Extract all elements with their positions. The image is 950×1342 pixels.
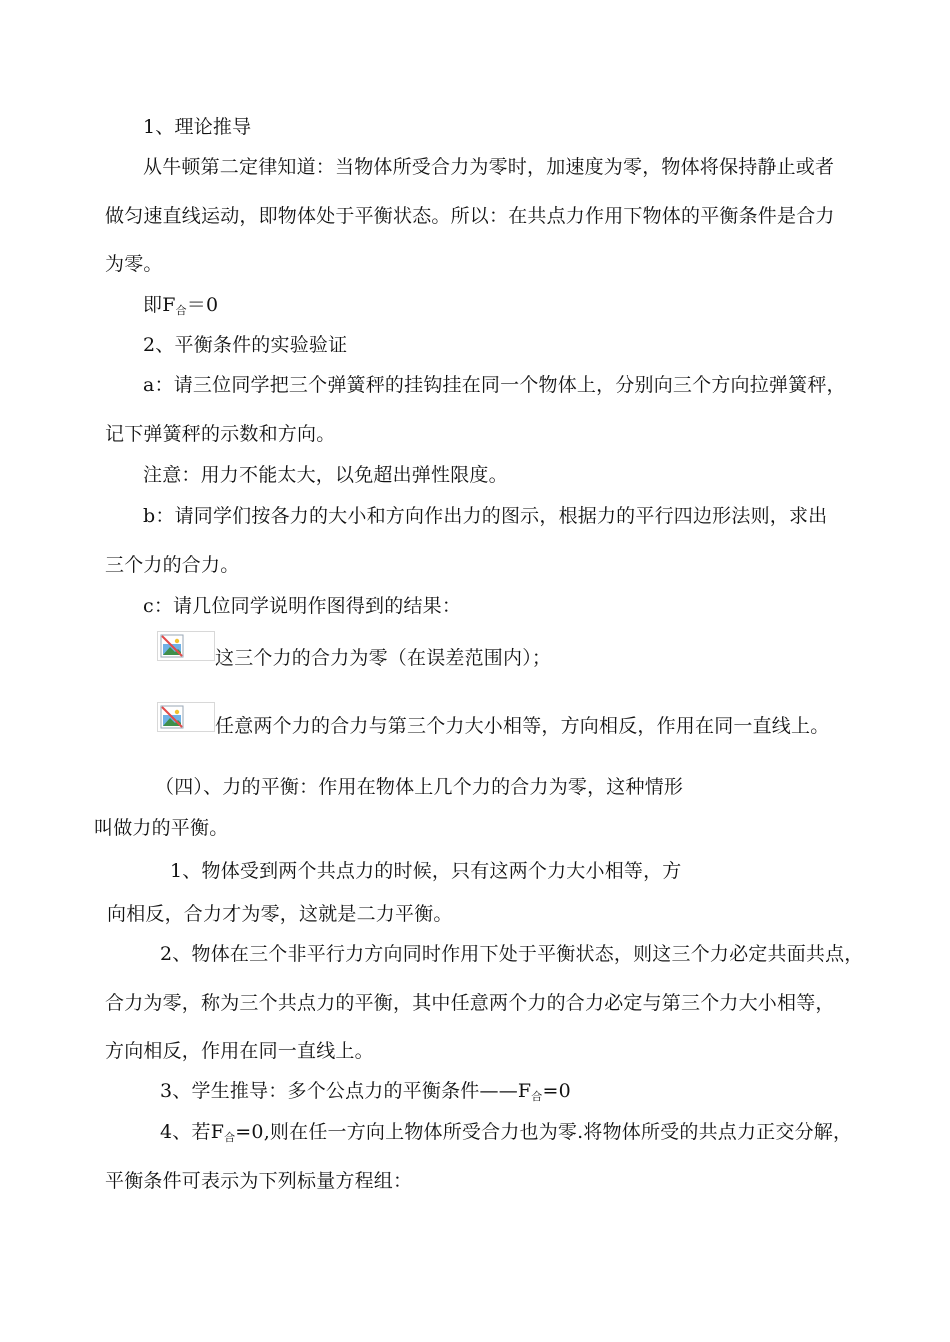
derivation-line (160, 1079, 571, 1109)
paragraph-line: b：请同学们按各力的大小和方向作出力的图示，根据力的平行四边形法则，求出 (143, 505, 828, 527)
paragraph-line: 平衡条件可表示为下列标量方程组： (105, 1170, 413, 1192)
paragraph-line (160, 1120, 852, 1150)
formula-text: ＝0 (186, 294, 219, 316)
result-line-2: 任意两个力的合力与第三个力大小相等，方向相反，作用在同一直线上。 (215, 715, 830, 737)
paragraph-text: =0,则在任一方向上物体所受合力也为零.将物体所受的共点力正交分解， (235, 1121, 853, 1143)
derivation-text: =0 (542, 1080, 571, 1102)
section-intro: （四）、力的平衡：作用在物体上几个力的合力为零，这种情形 (155, 776, 684, 798)
paragraph-text: 4、若F (160, 1121, 225, 1143)
paragraph-line: a：请三位同学把三个弹簧秤的挂钩挂在同一个物体上，分别向三个方向拉弹簧秤， (143, 374, 846, 396)
paragraph-subscript: 合 (224, 1131, 236, 1144)
derivation-subscript: 合 (531, 1090, 543, 1103)
paragraph-line: 2、物体在三个非平行力方向同时作用下处于平衡状态，则这三个力必定共面共点， (160, 943, 864, 965)
heading-experiment: 2、平衡条件的实验验证 (143, 334, 348, 356)
paragraph-line: 为零。 (105, 253, 163, 275)
derivation-text: 3、学生推导：多个公点力的平衡条件——F (160, 1080, 532, 1102)
paragraph-line: 向相反，合力才为零，这就是二力平衡。 (107, 903, 453, 925)
formula-net-force (143, 293, 218, 323)
result-line-1: 这三个力的合力为零（在误差范围内）； (215, 647, 552, 669)
paragraph-line: 三个力的合力。 (105, 554, 240, 576)
broken-image-icon (157, 631, 215, 661)
paragraph-line: 从牛顿第二定律知道：当物体所受合力为零时，加速度为零，物体将保持静止或者 (143, 156, 835, 178)
paragraph-line: 合力为零，称为三个共点力的平衡，其中任意两个力的合力必定与第三个力大小相等， (105, 992, 835, 1014)
note-line: 注意：用力不能太大，以免超出弹性限度。 (143, 464, 508, 486)
paragraph-line: 记下弹簧秤的示数和方向。 (105, 423, 336, 445)
broken-image-icon (157, 702, 215, 732)
paragraph-line: 做匀速直线运动，即物体处于平衡状态。所以：在共点力作用下物体的平衡条件是合力 (105, 205, 835, 227)
paragraph-line: 1、物体受到两个共点力的时候，只有这两个力大小相等，方 (170, 860, 682, 882)
formula-subscript: 合 (175, 304, 187, 317)
paragraph-line: c：请几位同学说明作图得到的结果： (143, 595, 462, 617)
formula-text: 即F (143, 294, 176, 316)
paragraph-line: 方向相反，作用在同一直线上。 (105, 1040, 374, 1062)
paragraph-line: 叫做力的平衡。 (94, 817, 229, 839)
heading-theory: 1、理论推导 (143, 116, 252, 138)
